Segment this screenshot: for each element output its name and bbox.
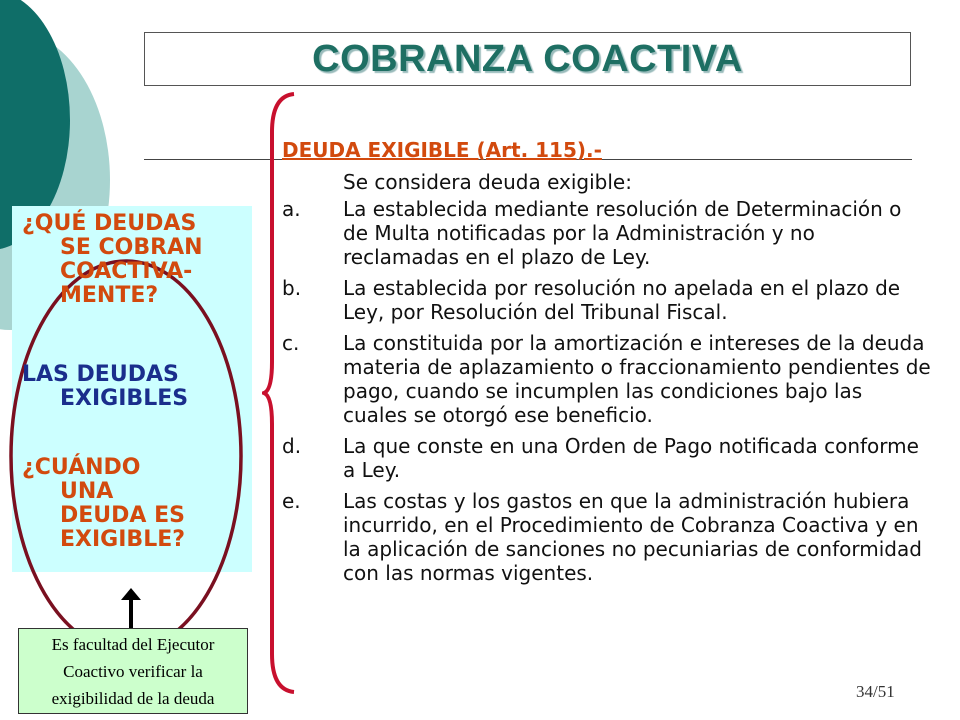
item-text: La que conste en una Orden de Pago notificada conforme a Ley. bbox=[343, 434, 919, 482]
question2-line: EXIGIBLE? bbox=[60, 527, 185, 552]
answer-line: EXIGIBLES bbox=[60, 386, 189, 411]
item-list bbox=[282, 197, 932, 585]
list-item bbox=[282, 489, 932, 585]
answer-line: LAS DEUDAS bbox=[22, 362, 179, 387]
question1-line: SE COBRAN bbox=[60, 235, 203, 260]
note-line: Es facultad del Ejecutor bbox=[51, 635, 215, 654]
question2-line: UNA bbox=[60, 479, 114, 504]
question1-line: ¿QUÉ DEUDAS bbox=[22, 211, 197, 236]
answer-exigible-debts bbox=[22, 363, 188, 411]
item-text: La constituida por la amortización e intereses de la deuda materia de aplazamiento o fraccionamiento pendientes de pago, cuando se incumplen las condiciones bajo las cuales se otorgó ese beneficio. bbox=[343, 331, 931, 427]
note-line: exigibilidad de la deuda bbox=[51, 689, 215, 708]
title-box bbox=[144, 32, 911, 86]
intro-text: Se considera deuda exigible: bbox=[343, 170, 632, 194]
arrow-up-icon bbox=[118, 588, 144, 628]
question-when-exigible bbox=[22, 456, 185, 552]
note-line: Coactivo verificar la bbox=[63, 662, 203, 681]
item-letter: e. bbox=[282, 489, 301, 513]
question2-line: ¿CUÁNDO bbox=[22, 455, 141, 480]
question-what-debts bbox=[22, 212, 203, 308]
list-item bbox=[282, 331, 932, 427]
item-letter: c. bbox=[282, 331, 300, 355]
list-item bbox=[282, 276, 932, 324]
section-heading: DEUDA EXIGIBLE (Art. 115).- bbox=[282, 138, 602, 162]
item-text: La establecida mediante resolución de Determinación o de Multa notificadas por la Administración y no reclamadas en el plazo de Ley. bbox=[343, 197, 902, 269]
list-item bbox=[282, 197, 932, 269]
slide-title: COBRANZA COACTIVA bbox=[312, 37, 743, 80]
item-text: La establecida por resolución no apelada en el plazo de Ley, por Resolución del Tribunal Fiscal. bbox=[343, 276, 901, 324]
question1-line: MENTE? bbox=[60, 283, 159, 308]
item-letter: b. bbox=[282, 276, 302, 300]
list-item bbox=[282, 434, 932, 482]
item-letter: d. bbox=[282, 434, 302, 458]
question1-line: COACTIVA- bbox=[60, 259, 193, 284]
question2-line: DEUDA ES bbox=[60, 503, 185, 528]
page-number: 34/51 bbox=[856, 682, 895, 701]
item-letter: a. bbox=[282, 197, 301, 221]
item-text: Las costas y los gastos en que la administración hubiera incurrido, en el Procedimiento de Cobranza Coactiva y en la aplicación de sanciones no pecuniarias de conformidad con las normas vigentes. bbox=[343, 489, 922, 585]
note-box bbox=[18, 628, 248, 714]
